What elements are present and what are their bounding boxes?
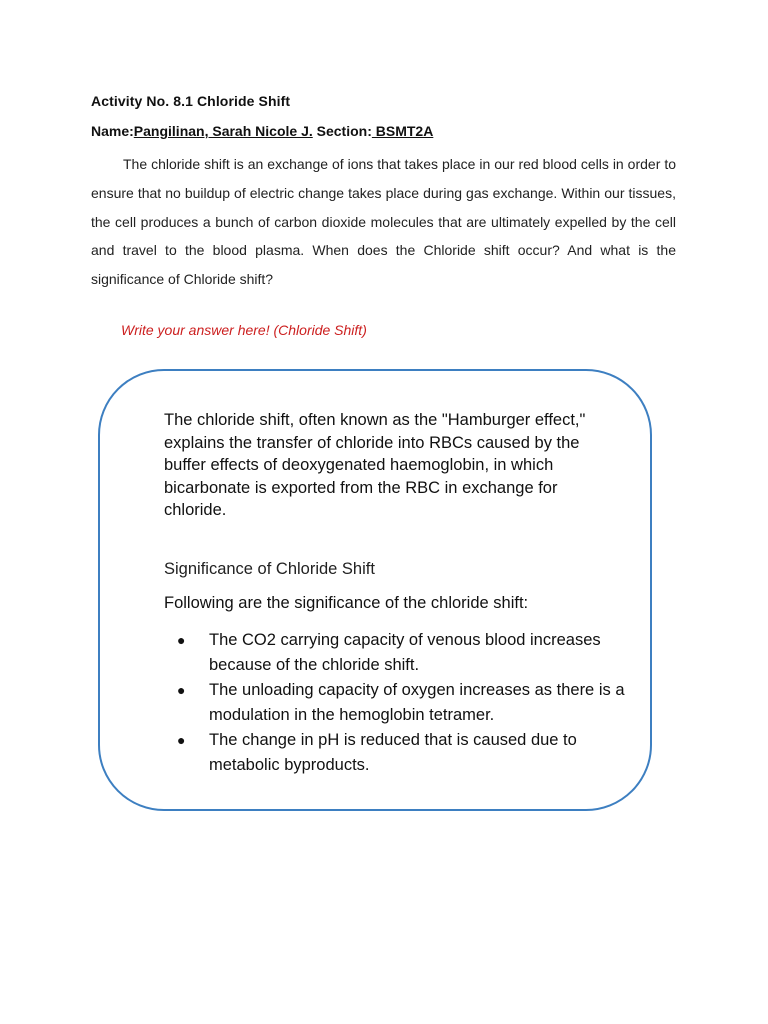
list-item-text: The unloading capacity of oxygen increases as there is a modulation in the hemoglobin tetramer. <box>209 681 625 724</box>
list-item <box>164 728 634 778</box>
significance-list <box>164 628 634 778</box>
section-label: Section: <box>312 123 372 139</box>
answer-definition <box>164 409 624 522</box>
intro-paragraph: The chloride shift is an exchange of ions that takes place in our red blood cells in order to ensure that no buildup of electric change takes place during gas exchange. Within our tissues, the cell produces a bunch of carbon dioxide molecules that are ultimately expelled by the cell and travel to the blood plasma. When does the Chloride shift occur? And what is the significance of Chloride shift? <box>91 156 676 288</box>
list-item-text: The change in pH is reduced that is caused due to metabolic byproducts. <box>209 731 577 774</box>
list-item <box>164 678 634 728</box>
list-item <box>164 628 634 678</box>
list-item-text: The CO2 carrying capacity of venous blood increases because of the chloride shift. <box>209 631 601 674</box>
definition-text: The chloride shift, often known as the "Hamburger effect," explains the transfer of chloride into RBCs caused by the buffer effects of deoxygenated haemoglobin, in which bicarbonate is exported from the RBC in exchange for chloride. <box>164 411 586 519</box>
student-name: Pangilinan, Sarah Nicole J. <box>133 123 313 139</box>
name-label: Name: <box>91 123 134 139</box>
significance-intro: Following are the significance of the chloride shift: <box>164 594 529 612</box>
activity-title: Activity No. 8.1 Chloride Shift <box>91 93 291 109</box>
name-section-line <box>91 123 433 139</box>
significance-heading: Significance of Chloride Shift <box>164 560 375 578</box>
bullet-icon: ● <box>177 632 186 648</box>
section-value: BSMT2A <box>371 123 434 139</box>
bullet-icon: ● <box>177 682 186 698</box>
bullet-icon: ● <box>177 732 186 748</box>
answer-prompt: Write your answer here! (Chloride Shift) <box>121 322 367 338</box>
